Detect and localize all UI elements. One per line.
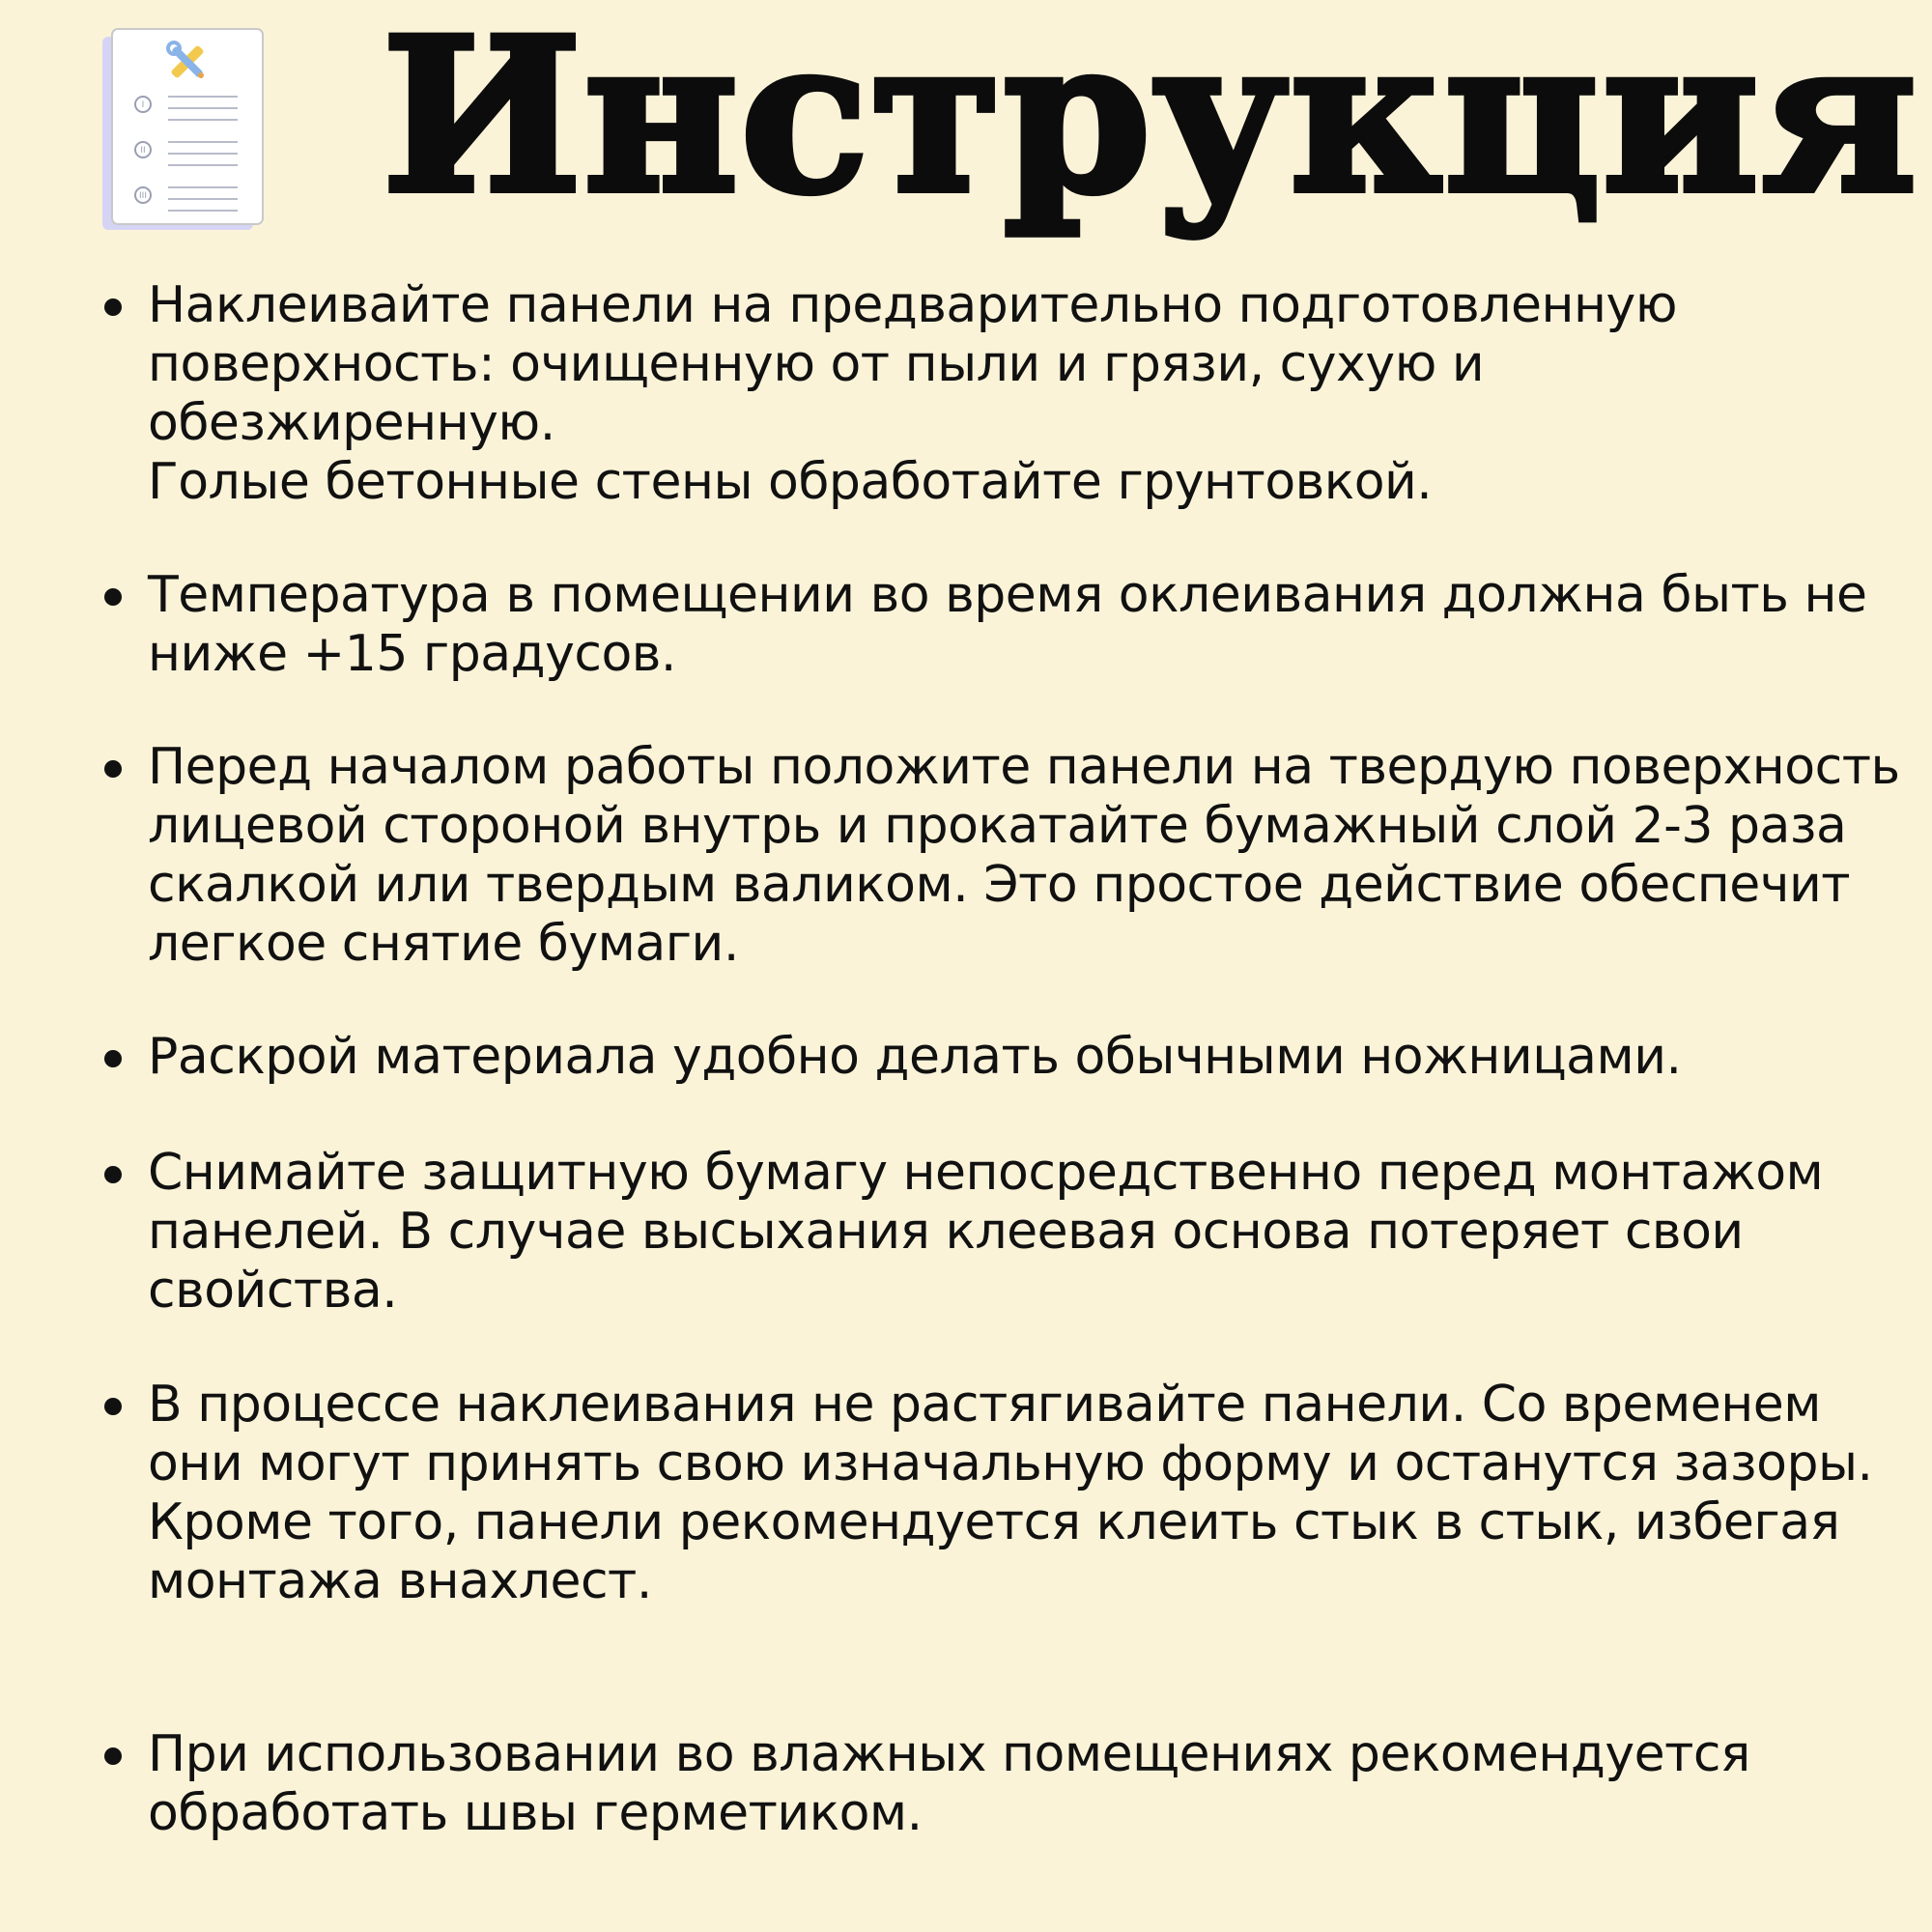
bullet-icon [104, 1398, 122, 1415]
list-item-text: При использовании во влажных помещениях рекомендуется обработать швы герметиком. [148, 1725, 1750, 1842]
bullet-icon [104, 1747, 122, 1765]
document-tools-icon [100, 27, 267, 232]
list-item-text: Наклеивайте панели на предварительно подготовленную поверхность: очищенную от пыли и грязи, сухую и обезжиренную. [148, 276, 1678, 452]
svg-text:I: I [141, 100, 145, 110]
list-item-extra-text: Голые бетонные стены обработайте грунтовкой. [148, 453, 1433, 511]
page-title: Инструкция [382, 0, 1918, 241]
list-item-text: В процессе наклеивания не растягивайте панели. Со временем они могут принять свою изначальную форму и останутся зазоры. [148, 1376, 1873, 1492]
list-item-extra-text: Кроме того, панели рекомендуется клеить стык в стык, избегая монтажа внахлест. [148, 1493, 1840, 1610]
svg-text:III: III [139, 191, 147, 201]
bullet-icon [104, 1166, 122, 1183]
list-item-text: Перед началом работы положите панели на твердую поверхность лицевой стороной внутрь и прокатайте бумажный слой 2-3 раза скалкой или твердым валиком. Это простое действие обеспечит легкое снятие бумаги. [148, 738, 1900, 973]
bullet-icon [104, 1050, 122, 1067]
bullet-icon [104, 298, 122, 316]
bullet-icon [104, 588, 122, 606]
list-item-text: Температура в помещении во время оклеивания должна быть не ниже +15 градусов. [148, 566, 1867, 683]
bullet-icon [104, 760, 122, 778]
list-item-text: Раскрой материала удобно делать обычными ножницами. [148, 1028, 1682, 1086]
list-item-text: Снимайте защитную бумагу непосредственно перед монтажом панелей. В случае высыхания клеевая основа потеряет свои свойства. [148, 1144, 1824, 1320]
svg-text:II: II [140, 146, 146, 156]
